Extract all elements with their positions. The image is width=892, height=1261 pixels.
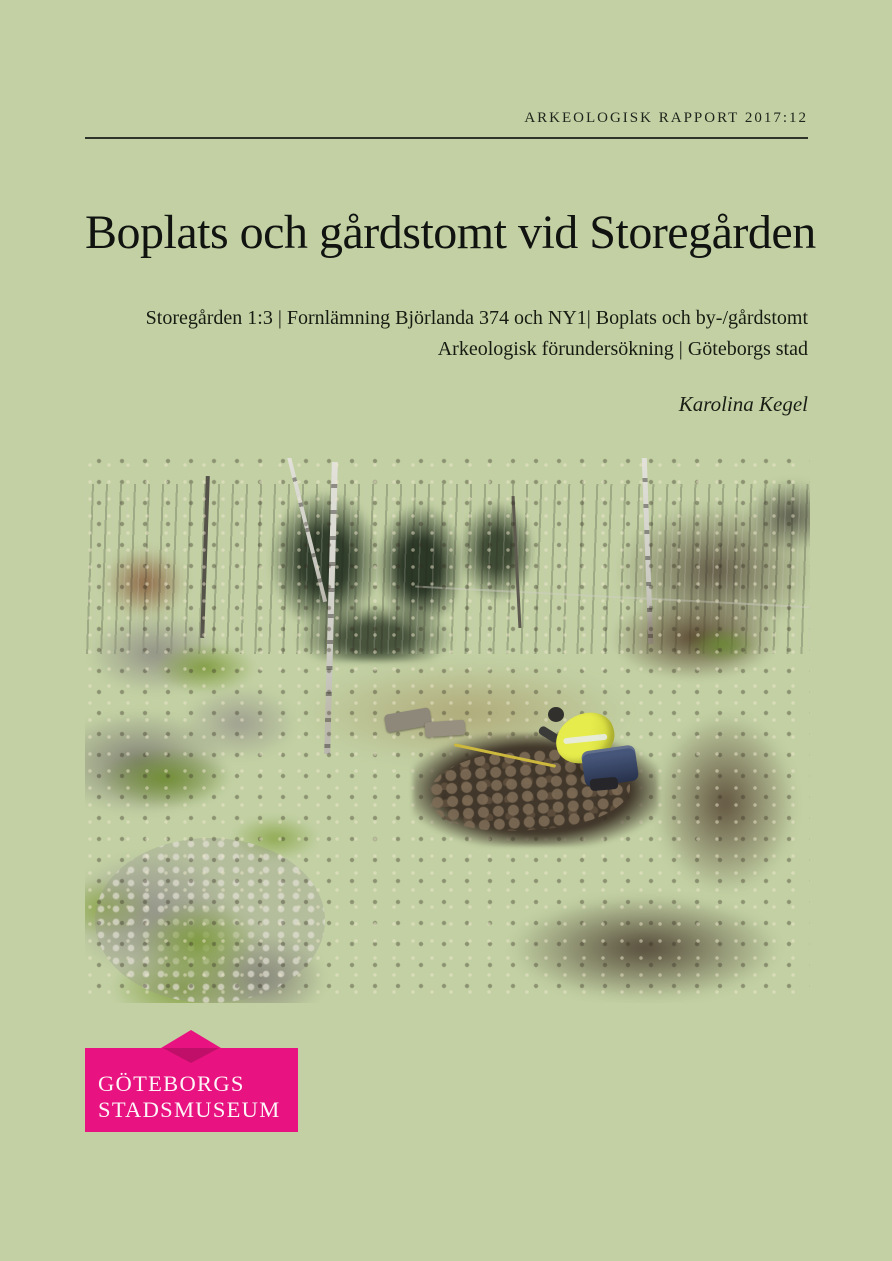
museum-logo xyxy=(85,1030,298,1132)
museum-logo-text xyxy=(98,1071,281,1123)
photo-archaeologist-head xyxy=(548,707,564,722)
subtitle-line-2: Arkeologisk förundersökning | Göteborgs stad xyxy=(437,338,808,360)
photo-flat-stone xyxy=(425,720,466,738)
page-title: Boplats och gårdstomt vid Storegården xyxy=(85,206,816,259)
cover-photo xyxy=(85,458,810,1003)
photo-archaeologist-boot xyxy=(590,777,619,791)
museum-logo-line-1: GÖTEBORGS xyxy=(98,1071,245,1096)
subtitle-block xyxy=(85,303,808,365)
author-name: Karolina Kegel xyxy=(678,392,808,416)
photo-reflective-stripe xyxy=(563,734,607,745)
subtitle-line-1: Storegården 1:3 | Fornlämning Björlanda 374 och NY1| Boplats och by-/gårdstomt xyxy=(145,307,808,329)
header-rule xyxy=(85,137,808,139)
museum-logo-line-2: STADSMUSEUM xyxy=(98,1097,281,1122)
report-series-label: ARKEOLOGISK RAPPORT 2017:12 xyxy=(524,110,808,126)
